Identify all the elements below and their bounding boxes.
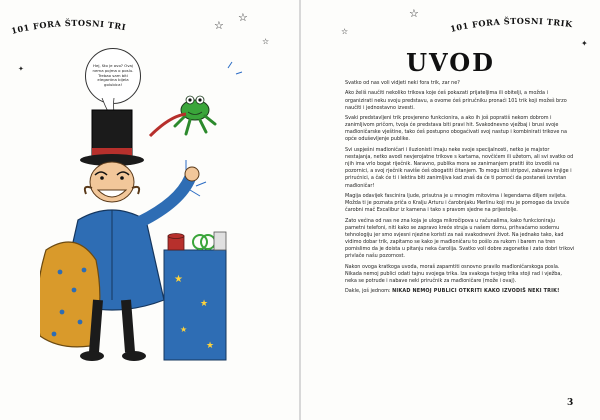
left-page bbox=[0, 0, 299, 420]
paragraph: Svatko od nas voli vidjeti neki fora trik, zar ne? bbox=[345, 80, 460, 86]
svg-text:★: ★ bbox=[174, 274, 183, 285]
star-icon: ☆ bbox=[238, 11, 248, 24]
running-head-arc bbox=[4, 4, 128, 42]
page-number: 3 bbox=[567, 398, 574, 408]
chapter-title: UVOD bbox=[406, 48, 495, 77]
star-icon: ✦ bbox=[18, 65, 24, 73]
paragraph: Nakon ovoga kratkoga uvoda, moraš zapamtiti osnovno pravilo mađioničarskoga posla. Nikada nemoj publici odati tajnu svojega trika. Iza svakoga tvojeg trika stoji rad i vježba, neka se potrude i nabave neki priručnik za mađioničare (može i ovaj). bbox=[345, 263, 562, 285]
paragraph: Zato većina od nas ne zna koja je uloga mikročipova u računalima, kako funkcioniraju pametni telefoni, niti kako se zapravo kreće struja u našem domu, prihvaćamo sodernu tehnologiju jer smo svjesni njezine koristi za naš svakodnevni život. Na jednako tako, kad vidimo dobar trik, zapitamo se kako je mađioničaru to pošlo za rukom i barem na tren pomislimo da je doista u pitanju neka čarolija. Svatko voli dobre zagonetke i zato dobri trikovi privlače našu pozornost. bbox=[345, 217, 575, 260]
star-icon: ☆ bbox=[409, 7, 419, 20]
running-title-right: 101 FORA ŠTOSNI TRIK bbox=[449, 15, 574, 34]
chapter-body bbox=[345, 80, 575, 299]
star-icon: ✦ bbox=[581, 39, 588, 48]
speech-bubble-text: Hej, što je ovo? Ovaj nema pojma o poslu. Trebao sam biti elegantna bijela golubica! bbox=[92, 63, 134, 88]
running-title-left: 101 FORA ŠTOSNI TRIK bbox=[4, 4, 127, 36]
running-head-arc bbox=[441, 12, 581, 42]
svg-text:101 FORA ŠTOSNI TRIK bbox=[4, 4, 127, 36]
paragraph: Svaki predstavljeni trik provjereno funkcionira, a ako ih još popratiš nekom dobrom i zanimljivom pričom, tvoja će predstava biti pravi hit. Svakodnevno vježbaj i brusi svoje mađioničarske vještine, tako ćeš postupno obogaćivati svoj nastup i kombinirati trikove na opće oduševljenje publike. bbox=[345, 115, 567, 143]
magician-with-frog-illustration bbox=[40, 50, 270, 370]
closing-emphasis: NIKAD NEMOJ PUBLICI OTKRITI KAKO IZVODIŠ NEKI TRIK! bbox=[392, 288, 560, 295]
paragraph: Magija odavijek fascinira ljude, prisutna je u mnogim mitovima i legendama diljem svijeta. Možda ti je poznata priča o Kralju Arturu i čarobnjaku Merlinu koji mu je pomogao da izvuče čarobni mač Excalibur iz kamena i tako s pravom sjedne na prijestolje. bbox=[345, 192, 570, 214]
star-icon: ☆ bbox=[262, 37, 270, 46]
svg-text:101 FORA ŠTOSNI TRIK bbox=[449, 16, 573, 34]
running-head-left bbox=[4, 4, 128, 42]
running-head-right bbox=[441, 12, 574, 42]
star-icon: ☆ bbox=[214, 19, 224, 32]
paragraph: Svi uspješni mađioničari i iluzionisti imaju neke svoje specijalnosti, netko je majstor nestajanja, netko avodi nevjerojatne trikove s kartama, novčićem ili užetom, ali svi svatko od njih ima vrlo bogat riječnik. Naravno, publika mora se zanimanjem pratiti što izvodiš na pozornici, a svoj rječnik naviše ćeš obogatiti čitanjem. To mogu biti stripovi, zabavne knjige i prirućnici, a čak će ti i lektira biti zanimljiva kad znaš da će ti pomoći da postaneš izvrstan mađioničar! bbox=[345, 146, 574, 189]
star-icon: ☆ bbox=[341, 27, 349, 36]
closing-paragraph bbox=[345, 288, 575, 295]
closing-prefix: Dakle, još jednom: bbox=[345, 288, 393, 295]
right-page bbox=[301, 0, 600, 420]
svg-text:★: ★ bbox=[180, 325, 188, 334]
svg-text:★: ★ bbox=[200, 299, 209, 309]
paragraph: Ako želiš naučiti nekoliko trikova koje ćeš pokazati prijateljima ili obitelji, a možda i organizirati neku svoju predstavu, a ovome ćeš priručniku pronaći 101 trik koji možeš brzo naučiti i jednostavno izvesti. bbox=[345, 90, 567, 111]
svg-text:★: ★ bbox=[206, 341, 215, 351]
